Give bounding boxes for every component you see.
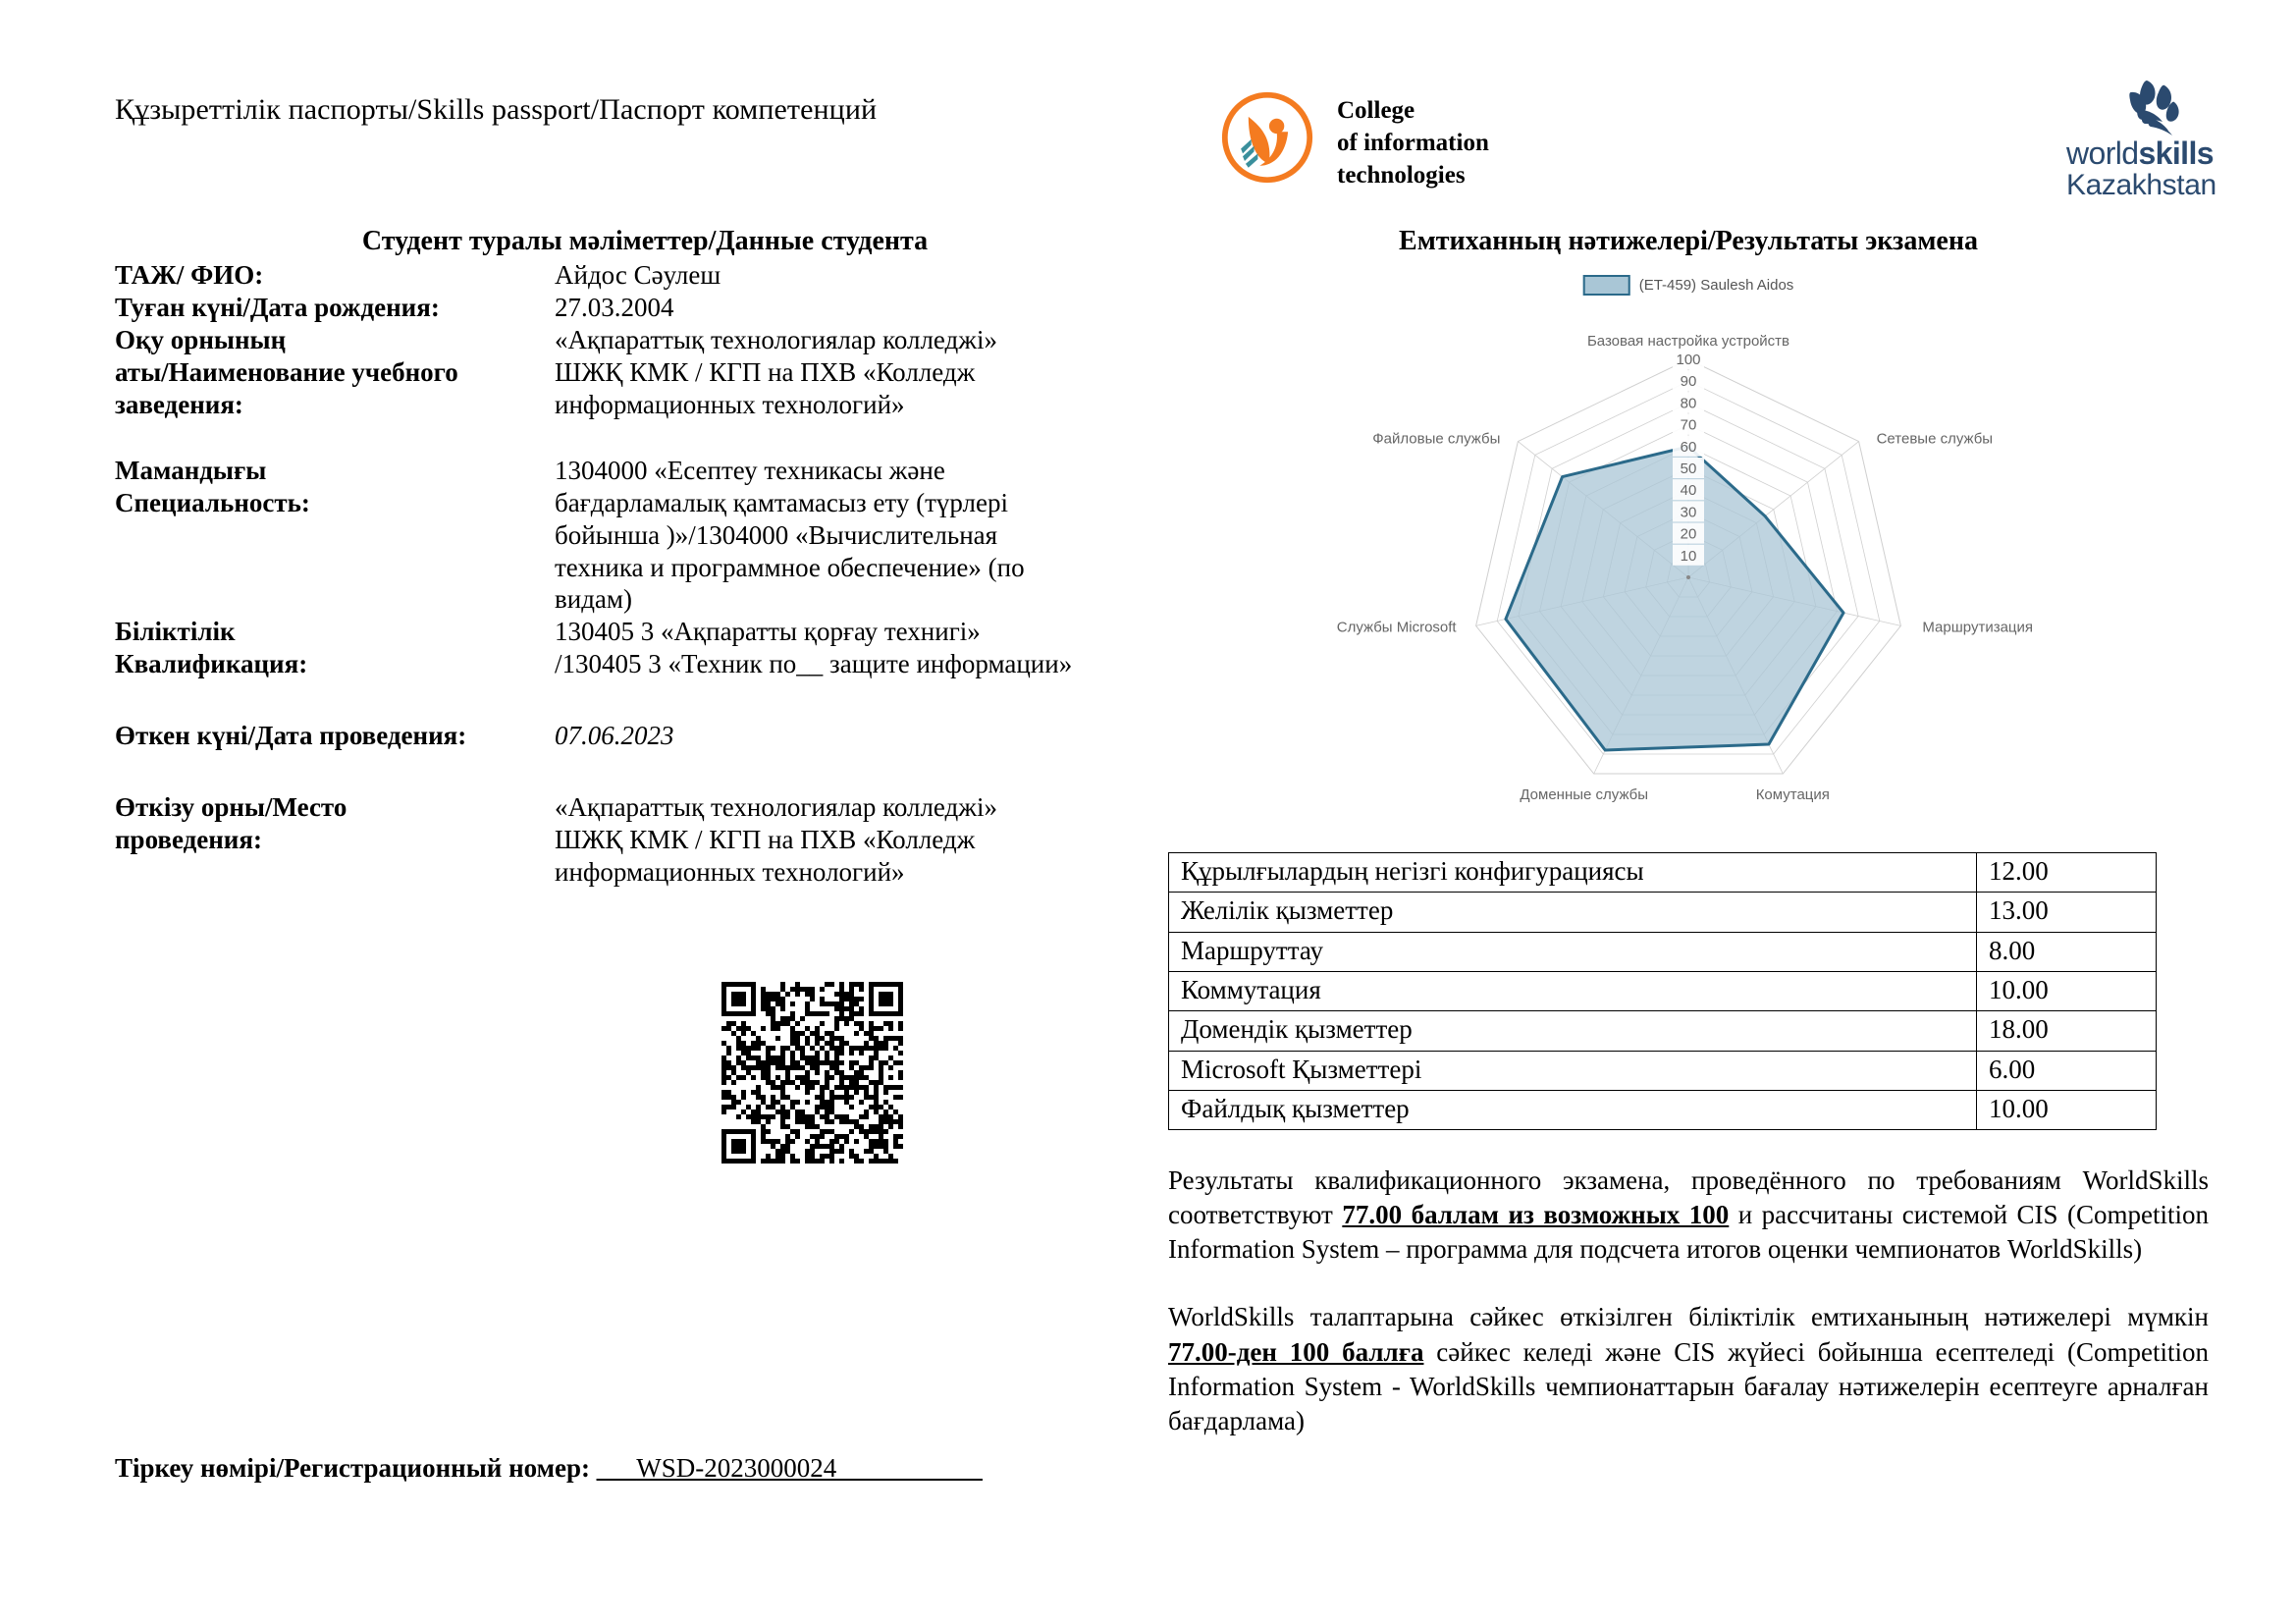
student-section-heading: Студент туралы мәліметтер/Данные студента [361, 226, 929, 256]
field-venue-value-line-2: ШЖҚ КМК / КГП на ПХВ «Колледж [555, 825, 976, 855]
result-score: 18.00 [1977, 1011, 2157, 1051]
field-specialty-value-line-3: бойынша )»/1304000 «Вычислительная [555, 519, 998, 550]
result-score: 10.00 [1977, 971, 2157, 1010]
registration-number-value: WSD-2023000024 [636, 1453, 837, 1483]
registration-label: Тіркеу нөмірі/Регистрационный номер: [115, 1453, 591, 1483]
field-exam-date [115, 720, 1116, 752]
radial-tick [1673, 479, 1704, 500]
field-birthdate-label: Туған күні/Дата рождения: [115, 292, 440, 322]
svg-text:100: 100 [1676, 352, 1701, 368]
worldskills-country: Kazakhstan [2066, 168, 2216, 201]
worldskills-logo [2066, 77, 2253, 200]
field-institution-value-line-3: информационных технологий» [555, 389, 905, 419]
table-row [1169, 1011, 2157, 1051]
college-emblem-icon [1220, 90, 1314, 185]
field-qualification-value-line-2: /130405 3 «Техник по__ защите информации» [555, 649, 1073, 679]
qr-code [721, 982, 903, 1164]
radar-chart-svg [1168, 265, 2209, 835]
student-data-section [115, 226, 1116, 889]
registration-number-line [115, 1453, 983, 1484]
field-institution-value [555, 324, 997, 421]
table-row [1169, 971, 2157, 1010]
paragraph-ru [1168, 1164, 2209, 1267]
paragraph-ru-after: и рассчитаны системой CIS (Competition Information System – программа для подсчета итогов оценки чемпионатов WorldSkills) [1168, 1200, 2209, 1265]
result-name: Файлдық қызметтер [1169, 1090, 1977, 1129]
field-specialty [115, 455, 1116, 617]
field-qualification-label-line-2: Квалификация: [115, 649, 308, 679]
field-qualification-value [555, 616, 1072, 680]
table-row [1169, 1051, 2157, 1090]
field-institution-value-line-2: ШЖҚ КМК / КГП на ПХВ «Колледж [555, 356, 976, 387]
field-specialty-value-line-1: 1304000 «Есептеу техникасы және [555, 455, 945, 485]
field-qualification-label-line-1: Біліктілік [115, 617, 236, 647]
radar-axis-label: Сетевые службы [1876, 430, 1994, 448]
paragraph-kk-after: сәйкес келеді және CIS жүйесі бойынша есептеледі (Competition Information System - WorldSkills чемпионаттарын бағалау нәтижелерін есептеуге арналған бағдарлама) [1168, 1336, 2209, 1435]
result-score: 10.00 [1977, 1090, 2157, 1129]
college-logo [1220, 90, 1489, 191]
field-qualification-value-line-1: 130405 3 «Ақпаратты қорғау технигі» [555, 617, 981, 647]
worldskills-wordmark [2066, 137, 2253, 170]
radial-tick [1673, 370, 1704, 391]
field-fullname-value: Айдос Сәулеш [555, 260, 721, 290]
field-venue [115, 791, 1116, 889]
field-venue-value [555, 791, 997, 889]
field-specialty-value-line-4: техника и программное обеспечение» (по [555, 552, 1025, 582]
table-row [1169, 853, 2157, 893]
field-specialty-label-line-1: Мамандығы [115, 455, 267, 485]
field-venue-value-line-1: «Ақпараттық технологиялар колледжі» [555, 792, 997, 823]
college-line-2: of information [1337, 130, 1489, 156]
radial-tick [1673, 501, 1704, 521]
field-fullname [115, 259, 1116, 292]
svg-text:70: 70 [1680, 416, 1697, 434]
paragraph-ru-before: Результаты квалификационного экзамена, проведённого по требованиям WorldSkills соответствуют [1168, 1165, 2209, 1230]
field-specialty-label [115, 455, 555, 519]
radial-tick [1673, 414, 1704, 435]
svg-text:50: 50 [1680, 460, 1697, 477]
svg-text:20: 20 [1680, 525, 1697, 543]
registration-lead-rule: ___ [596, 1453, 637, 1483]
svg-text:30: 30 [1680, 504, 1697, 521]
radar-axis-label: Файловые службы [1372, 430, 1501, 448]
field-institution-label-line-2: аты/Наименование учебного [115, 356, 458, 387]
results-table [1168, 852, 2157, 1130]
exam-results-heading: Емтиханның нәтижелері/Результаты экзамена [1399, 226, 1978, 256]
field-venue-label [115, 791, 555, 856]
svg-text:80: 80 [1680, 395, 1697, 412]
field-institution [115, 324, 1116, 421]
radar-axis-label: Доменные службы [1520, 786, 1649, 803]
worldskills-word-light: world [2066, 135, 2139, 171]
radial-tick [1673, 545, 1704, 566]
field-qualification-label [115, 616, 555, 680]
paragraph-ru-highlight: 77.00 баллам из возможных 100 [1342, 1200, 1730, 1230]
field-exam-date-value: 07.06.2023 [555, 721, 674, 751]
radar-axis-label: Комутация [1755, 786, 1830, 803]
field-venue-value-line-3: информационных технологий» [555, 857, 905, 888]
exam-results-section [1168, 226, 2209, 1438]
field-institution-label-line-3: заведения: [115, 389, 243, 419]
result-name: Коммутация [1169, 971, 1977, 1010]
result-name: Желілік қызметтер [1169, 893, 1977, 932]
result-score: 12.00 [1977, 853, 2157, 893]
result-name: Microsoft Қызметтері [1169, 1051, 1977, 1090]
field-venue-label-line-2: проведения: [115, 825, 262, 855]
result-name: Домендік қызметтер [1169, 1011, 1977, 1051]
paragraph-kk-highlight: 77.00-ден 100 баллға [1168, 1336, 1424, 1367]
field-specialty-value-line-5: видам) [555, 584, 632, 615]
legend-label: (ET-459) Saulesh Aidos [1638, 277, 1794, 294]
radial-tick [1673, 458, 1704, 478]
worldskills-word-bold: skills [2138, 135, 2214, 171]
field-institution-label [115, 324, 555, 421]
field-fullname-label: ТАЖ/ ФИО: [115, 260, 264, 290]
field-specialty-label-line-2: Специальность: [115, 487, 310, 517]
page-title: Құзыреттілік паспорты/Skills passport/Паспорт компетенций [115, 93, 878, 126]
field-birthdate-value: 27.03.2004 [555, 292, 674, 322]
table-row [1169, 893, 2157, 932]
college-line-3: technologies [1337, 162, 1466, 189]
result-name: Құрылғылардың негізгі конфигурациясы [1169, 853, 1977, 893]
radar-axis-label: Маршрутизация [1922, 619, 2034, 636]
radial-tick [1673, 392, 1704, 412]
radial-tick [1673, 523, 1704, 544]
table-row [1169, 932, 2157, 971]
field-birthdate [115, 292, 1116, 324]
result-score: 13.00 [1977, 893, 2157, 932]
radial-tick [1673, 436, 1704, 457]
table-row [1169, 1090, 2157, 1129]
worldskills-hand-icon [2113, 77, 2204, 137]
result-score: 8.00 [1977, 932, 2157, 971]
field-venue-label-line-1: Өткізу орны/Место [115, 792, 347, 823]
paragraph-kk-before: WorldSkills талаптарына сәйкес өткізілген біліктілік емтиханының нәтижелері мүмкін [1168, 1302, 2209, 1332]
radial-tick [1673, 349, 1704, 369]
field-specialty-value-line-2: бағдарламалық қамтамасыз ету (түрлері [555, 487, 1009, 517]
result-score: 6.00 [1977, 1051, 2157, 1090]
radar-axis-label: Базовая настройка устройств [1586, 333, 1790, 350]
svg-text:40: 40 [1680, 482, 1697, 500]
svg-text:60: 60 [1680, 438, 1697, 456]
field-specialty-value [555, 455, 1025, 617]
paragraph-kk [1168, 1300, 2209, 1437]
radar-axis-label: Службы Microsoft [1336, 619, 1457, 636]
field-institution-value-line-1: «Ақпараттық технологиялар колледжі» [555, 324, 997, 354]
field-exam-date-label: Өткен күні/Дата проведения: [115, 721, 467, 751]
svg-text:10: 10 [1680, 547, 1697, 565]
result-name: Маршруттау [1169, 932, 1977, 971]
college-line-1: College [1337, 97, 1415, 124]
field-qualification [115, 616, 1116, 680]
registration-tail-rule: ___________ [836, 1453, 983, 1483]
radar-chart [1168, 265, 2209, 835]
field-institution-label-line-1: Оқу орнының [115, 324, 287, 354]
svg-text:90: 90 [1680, 373, 1697, 391]
